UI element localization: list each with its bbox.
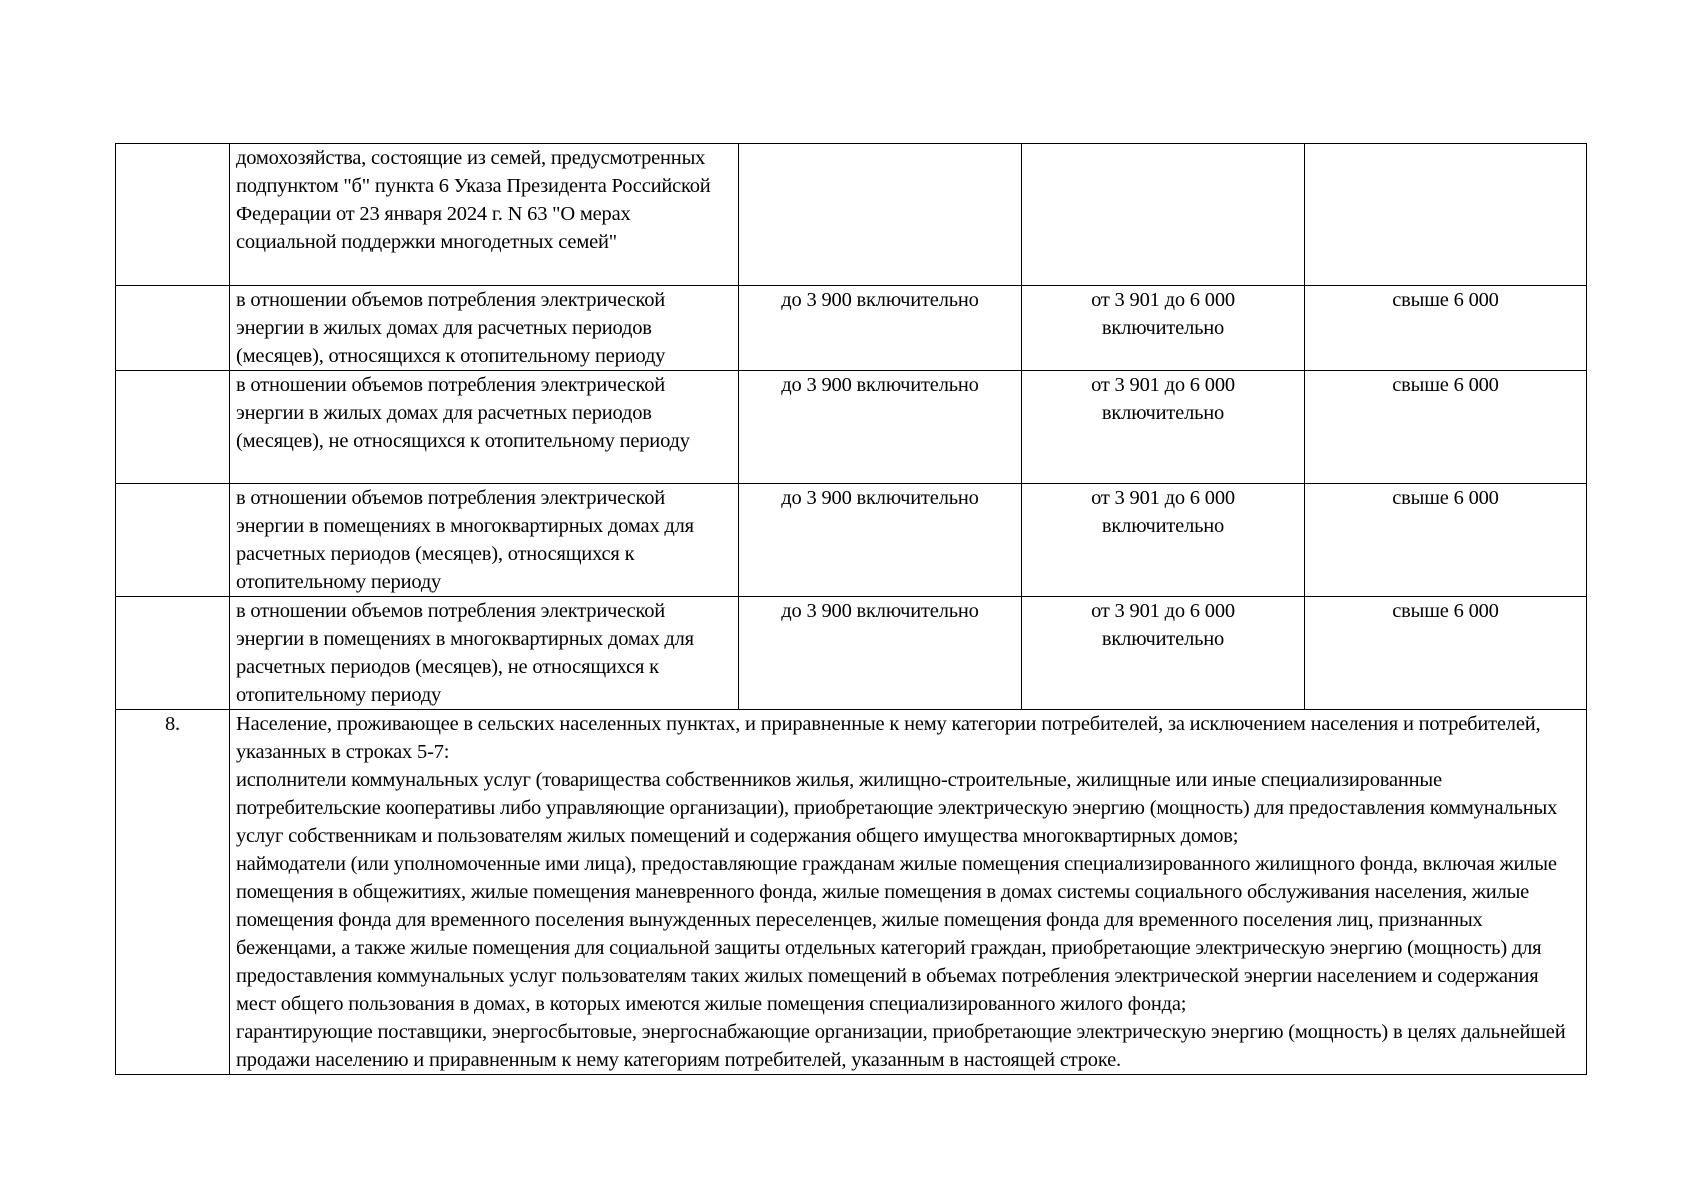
row-number-cell: 8.: [116, 710, 230, 1075]
row-description-cell: в отношении объемов потребления электрической энергии в жилых домах для расчетных периодов (месяцев), относящихся к отопительному периоду: [230, 286, 739, 371]
value-cell-range-3: [1305, 144, 1587, 286]
row-description-cell: домохозяйства, состоящие из семей, предусмотренных подпунктом "б" пункта 6 Указа Президента Российской Федерации от 23 января 2024 г. N 63 "О мерах социальной поддержки многодетных семей": [230, 144, 739, 286]
row-description-cell: в отношении объемов потребления электрической энергии в жилых домах для расчетных периодов (месяцев), не относящихся к отопительному периоду: [230, 371, 739, 484]
table-row-8: [116, 710, 1587, 1075]
table-row: [116, 597, 1587, 710]
row-8-paragraph: Население, проживающее в сельских населенных пунктах, и приравненные к нему категории потребителей, за исключением населения и потребителей, указанных в строках 5-7:: [236, 713, 1541, 763]
row-number-cell: [116, 371, 230, 484]
row-number-cell: [116, 597, 230, 710]
value-cell-range-3: свыше 6 000: [1305, 286, 1587, 371]
value-cell-range-1: до 3 900 включительно: [739, 597, 1022, 710]
value-cell-range-3: свыше 6 000: [1305, 597, 1587, 710]
table-row: [116, 144, 1587, 286]
row-number-cell: [116, 286, 230, 371]
row-number-cell: [116, 484, 230, 597]
value-cell-range-1: до 3 900 включительно: [739, 484, 1022, 597]
value-cell-range-3: свыше 6 000: [1305, 371, 1587, 484]
row-8-paragraph: наймодатели (или уполномоченные ими лица), предоставляющие гражданам жилые помещения специализированного жилищного фонда, включая жилые помещения в общежитиях, жилые помещения маневренного фонда, жилые помещения в домах системы социального обслуживания населения, жилые помещения фонда для временного поселения вынужденных переселенцев, жилые помещения фонда для временного поселения лиц, признанных беженцами, а также жилые помещения для социальной защиты отдельных категорий граждан, приобретающие электрическую энергию (мощность) для предоставления коммунальных услуг пользователям таких жилых помещений в объемах потребления электрической энергии населением и содержания мест общего пользования в домах, в которых имеются жилые помещения специализированного жилого фонда;: [236, 853, 1557, 1015]
row-8-description-cell: [230, 710, 1587, 1075]
value-cell-range-2: [1022, 144, 1305, 286]
value-cell-range-2: от 3 901 до 6 000 включительно: [1022, 371, 1305, 484]
row-8-paragraph: гарантирующие поставщики, энергосбытовые, энергоснабжающие организации, приобретающие электрическую энергию (мощность) в целях дальнейшей продажи населению и приравненным к нему категориям потребителей, указанным в настоящей строке.: [236, 1021, 1566, 1071]
value-cell-range-3: свыше 6 000: [1305, 484, 1587, 597]
table-row: [116, 371, 1587, 484]
table-row: [116, 286, 1587, 371]
row-description-cell: в отношении объемов потребления электрической энергии в помещениях в многоквартирных домах для расчетных периодов (месяцев), относящихся к отопительному периоду: [230, 484, 739, 597]
value-cell-range-1: [739, 144, 1022, 286]
row-number-cell: [116, 144, 230, 286]
table-row: [116, 484, 1587, 597]
value-cell-range-1: до 3 900 включительно: [739, 286, 1022, 371]
row-8-paragraph: исполнители коммунальных услуг (товарищества собственников жилья, жилищно-строительные, жилищные или иные специализированные потребительские кооперативы либо управляющие организации), приобретающие электрическую энергию (мощность) для предоставления коммунальных услуг собственникам и пользователям жилых помещений и содержания общего имущества многоквартирных домов;: [236, 769, 1558, 847]
row-description-cell: в отношении объемов потребления электрической энергии в помещениях в многоквартирных домах для расчетных периодов (месяцев), не относящихся к отопительному периоду: [230, 597, 739, 710]
value-cell-range-2: от 3 901 до 6 000 включительно: [1022, 484, 1305, 597]
tariff-table: [115, 143, 1587, 1075]
value-cell-range-2: от 3 901 до 6 000 включительно: [1022, 597, 1305, 710]
value-cell-range-2: от 3 901 до 6 000 включительно: [1022, 286, 1305, 371]
value-cell-range-1: до 3 900 включительно: [739, 371, 1022, 484]
